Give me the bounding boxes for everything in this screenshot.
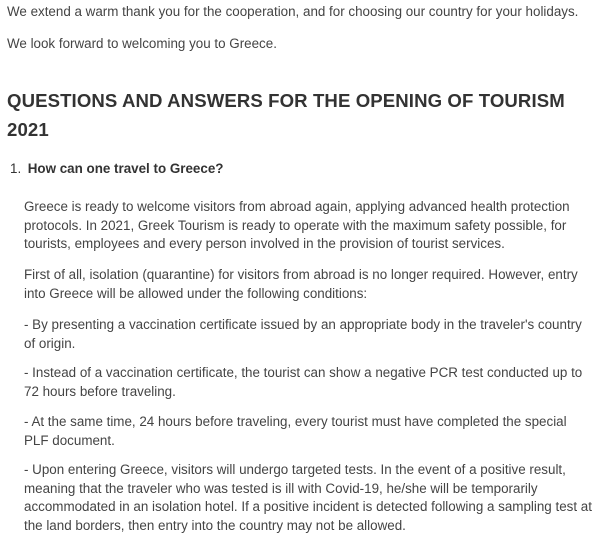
condition-vaccination: - By presenting a vaccination certificate issued by an appropriate body in the traveler's country of origin.	[24, 317, 582, 351]
answer-paragraph-protocols: Greece is ready to welcome visitors from abroad again, applying advanced health protection protocols. In 2021, Greek Tourism is ready to operate with the maximum safety possible, for tourists, employees and every person involved in the provision of tourist services.	[24, 199, 570, 251]
section-heading: QUESTIONS AND ANSWERS FOR THE OPENING OF TOURISM 2021	[7, 90, 565, 140]
question-text: How can one travel to Greece?	[27, 161, 224, 176]
intro-thanks-text: We extend a warm thank you for the cooperation, and for choosing our country for your holidays.	[7, 4, 579, 19]
question-item	[10, 160, 223, 178]
condition-targeted-tests: - Upon entering Greece, visitors will undergo targeted tests. In the event of a positive result, meaning that the traveler who was tested is ill with Covid-19, he/she will be temporarily accommodated in an isolation hotel. If a positive incident is detected following a sampling test at the land borders, then entry into the country may not be allowed.	[24, 462, 592, 533]
condition-plf-document: - At the same time, 24 hours before traveling, every tourist must have completed the special PLF document.	[24, 414, 567, 448]
intro-welcome-text: We look forward to welcoming you to Greece.	[7, 36, 277, 51]
answer-paragraph-conditions: First of all, isolation (quarantine) for visitors from abroad is no longer required. However, entry into Greece will be allowed under the following conditions:	[24, 267, 578, 301]
condition-pcr-test: - Instead of a vaccination certificate, the tourist can show a negative PCR test conducted up to 72 hours before traveling.	[24, 365, 583, 399]
question-number: 1.	[10, 161, 22, 176]
